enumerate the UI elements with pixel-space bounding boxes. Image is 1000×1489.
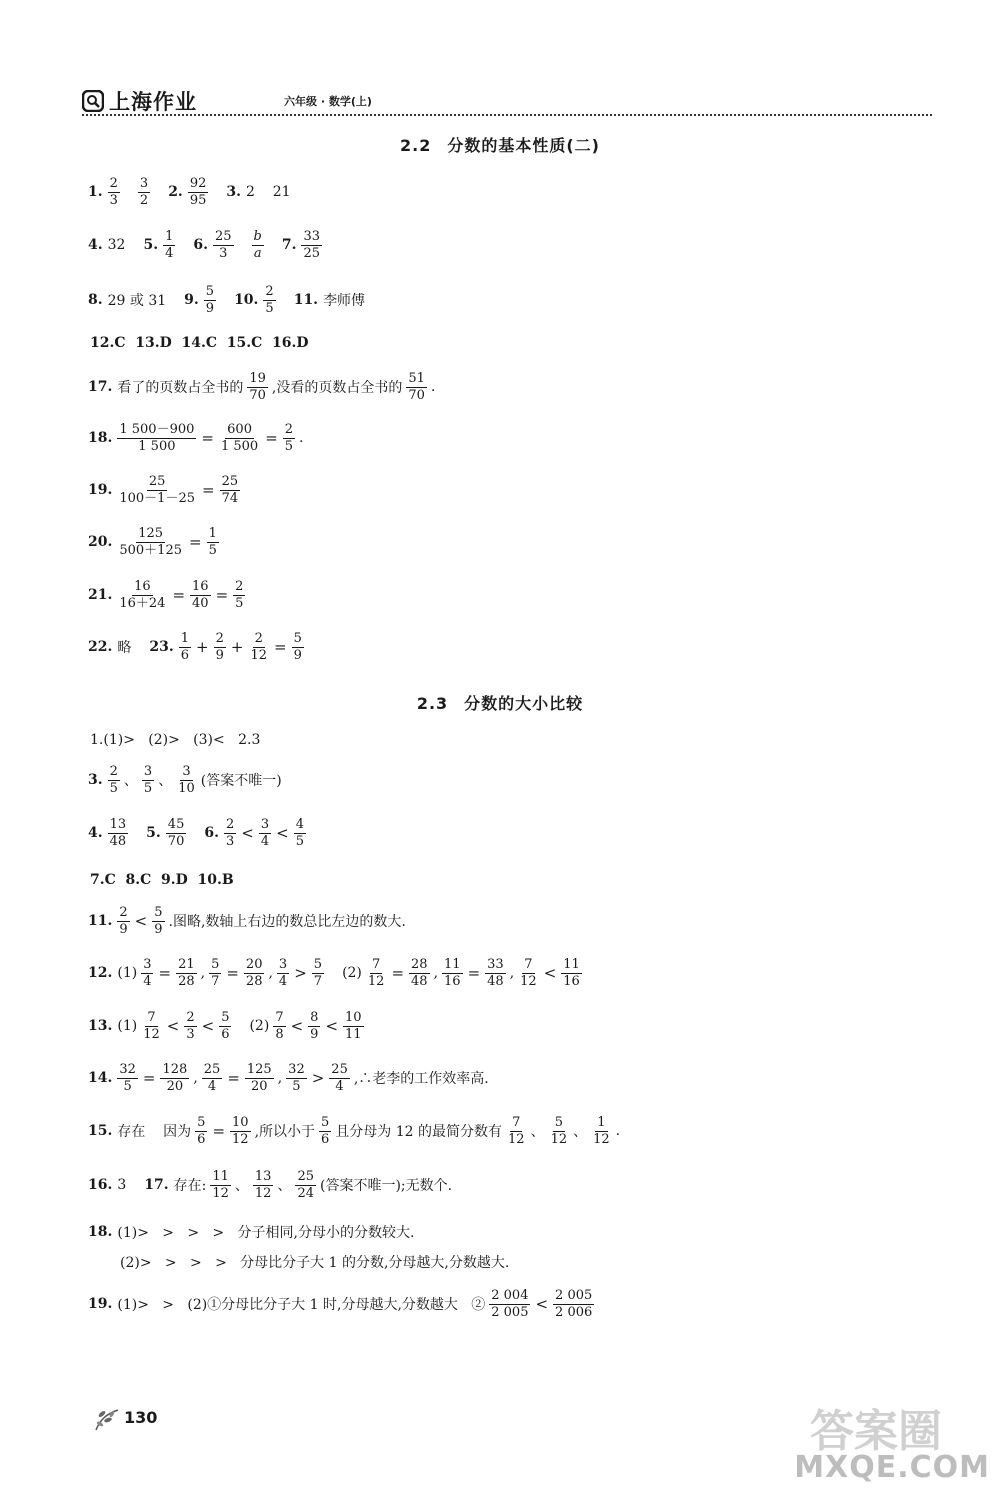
part-label: (1) bbox=[117, 1018, 138, 1035]
fraction: $\frac{3}{5}$ bbox=[143, 764, 153, 796]
operator: < bbox=[276, 824, 289, 843]
q-number: 19. bbox=[88, 482, 113, 499]
fraction: $\frac{5}{7}$ bbox=[211, 957, 220, 989]
fraction: $\frac{3}{4}$ bbox=[143, 957, 152, 989]
fraction: $\frac{51}{70}$ bbox=[408, 371, 425, 403]
operator: = bbox=[202, 481, 215, 500]
section-number: 2.3 bbox=[416, 694, 449, 713]
fraction: $\frac{1 500-900}{1 500}$ bbox=[119, 422, 195, 454]
answer-line bbox=[88, 527, 221, 557]
q-number: 11. bbox=[88, 913, 113, 930]
fraction: $\frac{1}{5}$ bbox=[208, 526, 217, 558]
separator: 、 bbox=[234, 1178, 249, 1195]
fraction: $\frac{2}{5}$ bbox=[109, 764, 118, 796]
operator: = bbox=[212, 1122, 226, 1141]
answer-line bbox=[88, 818, 308, 848]
q-number: 10. bbox=[234, 292, 259, 309]
q-number: 5. bbox=[146, 825, 161, 842]
q-number: 3. bbox=[88, 772, 103, 789]
q-number: 13. bbox=[88, 1018, 113, 1035]
answer-text: .图略,数轴上右边的数总比左边的数大. bbox=[168, 914, 406, 931]
section-number: 2.2 bbox=[400, 136, 432, 155]
fraction: $\frac{3}{10}$ bbox=[178, 764, 195, 796]
answer-text: ,没看的页数占全书的 bbox=[271, 380, 403, 397]
dotted-divider bbox=[82, 114, 932, 116]
fraction: $\frac{32}{5}$ bbox=[119, 1062, 136, 1094]
watermark-text: MXQE.COM bbox=[794, 1450, 990, 1485]
answer-text: 李师傅 bbox=[323, 293, 366, 310]
operator: + bbox=[196, 638, 209, 657]
q-number: 7. bbox=[281, 237, 297, 254]
page-header bbox=[82, 84, 932, 118]
operator: < bbox=[535, 1295, 549, 1314]
answer-text: (答案不唯一);无数个. bbox=[320, 1178, 453, 1195]
fraction: $\frac{92}{95}$ bbox=[189, 176, 207, 208]
operator: < bbox=[201, 1017, 215, 1036]
answer-line bbox=[88, 580, 247, 610]
separator: , bbox=[200, 965, 206, 982]
answer-line bbox=[88, 906, 408, 936]
operator: > bbox=[311, 1069, 325, 1088]
q-number: 18. bbox=[88, 430, 113, 447]
operator: = bbox=[391, 964, 405, 983]
fraction: $\frac{2}{3}$ bbox=[109, 176, 118, 208]
fraction: $\frac{25}{24}$ bbox=[297, 1169, 314, 1201]
fraction: $\frac{13}{12}$ bbox=[254, 1169, 272, 1201]
q-number: 17. bbox=[144, 1177, 169, 1194]
fraction: $\frac{2}{5}$ bbox=[235, 579, 244, 611]
separator: , bbox=[277, 1070, 283, 1087]
answer-line bbox=[88, 632, 306, 662]
operator: = bbox=[273, 638, 287, 657]
answer-text: (1)> > > > 分子相同,分母小的分数较大. bbox=[117, 1225, 415, 1241]
operator: < bbox=[166, 1017, 180, 1036]
fraction: $\frac{1}{6}$ bbox=[180, 631, 189, 663]
fraction: $\frac{2}{9}$ bbox=[215, 631, 224, 663]
q-number: 3. bbox=[226, 184, 241, 201]
q-number: 4. bbox=[88, 237, 103, 254]
separator: 、 bbox=[277, 1178, 292, 1195]
separator: , bbox=[433, 965, 439, 982]
fraction: $\frac{5}{6}$ bbox=[321, 1115, 330, 1147]
fraction: $\frac{10}{12}$ bbox=[232, 1115, 249, 1147]
q-number: 8. bbox=[88, 292, 103, 309]
q-number: 6. bbox=[204, 825, 219, 842]
q-number: 14. bbox=[88, 1070, 113, 1087]
fraction: $\frac{1}{12}$ bbox=[593, 1115, 610, 1147]
answer-line bbox=[88, 1170, 454, 1200]
operator: = bbox=[158, 964, 172, 983]
fraction: $\frac{2}{9}$ bbox=[119, 905, 128, 937]
operator: < bbox=[290, 1017, 304, 1036]
answer-line bbox=[88, 423, 306, 453]
q-number: 12. bbox=[88, 965, 113, 982]
q-number: 20. bbox=[88, 534, 113, 551]
fraction: $\frac{28}{48}$ bbox=[411, 957, 428, 989]
fraction: $\frac{2}{3}$ bbox=[225, 817, 235, 849]
answer-line bbox=[88, 872, 236, 888]
answer-text: (2)> > > > 分母比分子大 1 的分数,分母越大,分数越大. bbox=[120, 1255, 510, 1271]
answer-line bbox=[88, 372, 437, 402]
operator: = bbox=[226, 964, 239, 983]
answer-line bbox=[88, 177, 293, 207]
fraction: $\frac{5}{12}$ bbox=[550, 1115, 568, 1147]
answer-text: . bbox=[615, 1123, 621, 1140]
fraction: $\frac{11}{16}$ bbox=[563, 957, 580, 989]
fraction: $\frac{32}{5}$ bbox=[288, 1062, 305, 1094]
fraction: $\frac{11}{12}$ bbox=[212, 1169, 229, 1201]
answer-text: ,所以小于 bbox=[254, 1124, 316, 1141]
fraction: $\frac{19}{70}$ bbox=[249, 371, 266, 403]
answer-line bbox=[88, 1222, 416, 1242]
fraction: $\frac{7}{12}$ bbox=[143, 1010, 160, 1042]
fraction: $\frac{25}{74}$ bbox=[221, 474, 239, 506]
answer-line bbox=[88, 958, 584, 988]
answer-line bbox=[88, 475, 242, 505]
fraction: $\frac{11}{16}$ bbox=[444, 957, 461, 989]
fraction: $\frac{21}{28}$ bbox=[178, 957, 195, 989]
q-number: 4. bbox=[88, 825, 103, 842]
fraction: $\frac{25}{4}$ bbox=[331, 1062, 348, 1094]
q-number: 16. bbox=[88, 1177, 113, 1194]
separator: , bbox=[268, 965, 273, 982]
answer-text: 3 bbox=[117, 1177, 127, 1194]
q-number: 17. bbox=[88, 379, 113, 396]
answer-text: 存在 因为 bbox=[117, 1124, 192, 1141]
operator: < bbox=[134, 912, 148, 931]
answer-text: 12.C 13.D 14.C 15.C 16.D bbox=[90, 335, 309, 351]
grade-subject: 六年级 · 数学(上) bbox=[284, 95, 372, 108]
operator: < bbox=[241, 824, 254, 843]
operator: = bbox=[265, 429, 278, 448]
watermark-logo: 答案圈 bbox=[810, 1406, 942, 1457]
fraction: $\frac{5}{9}$ bbox=[293, 631, 302, 663]
answer-text: 2 21 bbox=[245, 184, 291, 201]
separator: 、 bbox=[123, 773, 138, 790]
search-logo-icon bbox=[82, 90, 104, 112]
fraction: $\frac{5}{7}$ bbox=[313, 957, 323, 989]
fraction: $\frac{5}{6}$ bbox=[197, 1115, 206, 1147]
q-number: 6. bbox=[193, 237, 208, 254]
fraction: $\frac{5}{9}$ bbox=[154, 905, 163, 937]
operator: < bbox=[325, 1017, 339, 1036]
q-number: 5. bbox=[143, 237, 159, 254]
page-number bbox=[92, 1400, 157, 1434]
part-label: (1) bbox=[117, 965, 138, 982]
fraction: $\frac{16}{16+24}$ bbox=[119, 579, 166, 611]
operator: + bbox=[230, 638, 244, 657]
answer-text: 略 bbox=[117, 640, 132, 657]
section-title-2-3 bbox=[0, 691, 1000, 714]
q-number: 21. bbox=[88, 587, 113, 604]
operator: > bbox=[294, 964, 307, 983]
answer-line bbox=[88, 765, 284, 795]
fraction: $\frac{5}{6}$ bbox=[221, 1010, 230, 1042]
fraction: $\frac{3}{4}$ bbox=[278, 957, 288, 989]
answer-line bbox=[88, 285, 367, 315]
separator: 、 bbox=[158, 773, 173, 790]
fraction: $\frac{3}{4}$ bbox=[260, 817, 270, 849]
fraction: $\frac{16}{40}$ bbox=[192, 579, 209, 611]
fraction: $\frac{2}{12}$ bbox=[250, 631, 267, 663]
separator: , bbox=[509, 965, 515, 982]
answer-text: 7.C 8.C 9.D 10.B bbox=[90, 872, 234, 888]
answer-line bbox=[88, 1116, 622, 1146]
q-number: 9. bbox=[184, 292, 199, 309]
fraction: $\frac{b}{a}$ bbox=[253, 229, 262, 261]
answer-text: 32 bbox=[107, 237, 126, 254]
q-number: 1. bbox=[88, 184, 103, 201]
answer-line bbox=[88, 732, 262, 748]
operator: = bbox=[467, 964, 481, 983]
fraction: $\frac{125}{500+125}$ bbox=[119, 526, 182, 558]
fraction: $\frac{25}{100-1-25}$ bbox=[119, 474, 195, 506]
fraction: $\frac{7}{12}$ bbox=[520, 957, 537, 989]
fraction: $\frac{2}{3}$ bbox=[186, 1010, 195, 1042]
answer-line bbox=[88, 230, 324, 260]
answer-text: 存在: bbox=[173, 1178, 207, 1195]
answer-text: 且分母为 12 的最简分数有 bbox=[335, 1124, 503, 1141]
operator: = bbox=[201, 429, 214, 448]
operator: < bbox=[543, 964, 557, 983]
operator: = bbox=[189, 533, 202, 552]
operator: = bbox=[142, 1069, 156, 1088]
part-label: (2) bbox=[342, 965, 362, 982]
section-title-2-2 bbox=[0, 133, 1000, 156]
operator: = bbox=[227, 1069, 240, 1088]
fraction: $\frac{25}{4}$ bbox=[203, 1062, 221, 1094]
answer-text: 1.(1)> (2)> (3)< 2.3 bbox=[90, 732, 261, 748]
q-number: 11. bbox=[293, 292, 319, 309]
section-name: 分数的基本性质(二) bbox=[447, 136, 600, 155]
fraction: $\frac{2 005}{2 006}$ bbox=[555, 1288, 593, 1320]
answer-line bbox=[88, 335, 310, 351]
fraction: $\frac{4}{5}$ bbox=[295, 817, 304, 849]
q-number: 15. bbox=[88, 1123, 113, 1140]
fraction: $\frac{1}{4}$ bbox=[165, 229, 174, 261]
answer-text: . bbox=[430, 379, 436, 396]
fraction: $\frac{2}{5}$ bbox=[284, 422, 294, 454]
fraction: $\frac{33}{48}$ bbox=[487, 957, 504, 989]
fraction: $\frac{600}{1 500}$ bbox=[220, 422, 259, 454]
page-number-text: 130 bbox=[124, 1407, 158, 1427]
operator: = bbox=[215, 586, 229, 605]
fraction: $\frac{5}{9}$ bbox=[205, 284, 215, 316]
watermark bbox=[770, 1395, 990, 1485]
answer-text: 看了的页数占全书的 bbox=[117, 380, 244, 397]
fraction: $\frac{10}{11}$ bbox=[345, 1010, 362, 1042]
section-name: 分数的大小比较 bbox=[464, 694, 584, 713]
fraction: $\frac{13}{48}$ bbox=[109, 817, 127, 849]
fraction: $\frac{45}{70}$ bbox=[167, 817, 185, 849]
answer-text: . bbox=[299, 430, 304, 447]
q-number: 19. bbox=[88, 1296, 113, 1313]
answer-text: (1)> > (2)①分母比分子大 1 时,分母越大,分数越大 ② bbox=[117, 1297, 486, 1314]
answer-line bbox=[88, 1011, 366, 1041]
answer-line bbox=[88, 1063, 491, 1093]
q-number: 2. bbox=[168, 184, 183, 201]
fraction: $\frac{2}{5}$ bbox=[265, 284, 274, 316]
fraction: $\frac{125}{20}$ bbox=[246, 1062, 272, 1094]
q-number: 18. bbox=[88, 1224, 113, 1240]
fraction: $\frac{33}{25}$ bbox=[303, 229, 321, 261]
answer-text: 29 或 31 bbox=[107, 293, 167, 310]
separator: , bbox=[193, 1070, 198, 1087]
q-number: 22. bbox=[88, 639, 113, 656]
answer-text: ,∴老李的工作效率高. bbox=[353, 1071, 489, 1088]
part-label: (2) bbox=[249, 1018, 270, 1035]
answer-text: (答案不唯一) bbox=[200, 773, 282, 790]
fraction: $\frac{128}{20}$ bbox=[162, 1062, 188, 1094]
fraction: $\frac{3}{2}$ bbox=[139, 176, 149, 208]
fraction: $\frac{2 004}{2 005}$ bbox=[491, 1288, 529, 1320]
separator: 、 bbox=[530, 1124, 545, 1141]
q-number: 23. bbox=[149, 639, 174, 656]
fraction: $\frac{7}{12}$ bbox=[367, 957, 385, 989]
fraction: $\frac{8}{9}$ bbox=[310, 1010, 319, 1042]
brand bbox=[82, 86, 197, 116]
fraction: $\frac{20}{28}$ bbox=[245, 957, 263, 989]
fraction: $\frac{7}{12}$ bbox=[508, 1115, 525, 1147]
fraction: $\frac{25}{3}$ bbox=[214, 229, 232, 261]
separator: 、 bbox=[573, 1124, 588, 1141]
fraction: $\frac{7}{8}$ bbox=[275, 1010, 284, 1042]
brand-name: 上海作业 bbox=[109, 90, 197, 114]
answer-line bbox=[88, 1289, 596, 1319]
answer-line bbox=[118, 1252, 511, 1272]
leaf-ornament-icon bbox=[92, 1400, 122, 1434]
operator: = bbox=[172, 586, 186, 605]
